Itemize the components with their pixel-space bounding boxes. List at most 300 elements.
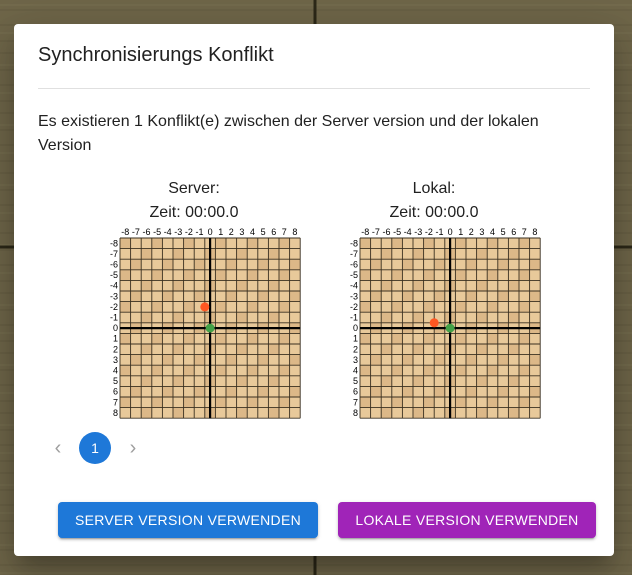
- board-tile: [120, 249, 131, 260]
- y-tick-label: 5: [352, 376, 358, 387]
- board-tile: [424, 259, 435, 270]
- x-tick-label: 2: [468, 227, 474, 237]
- board-tile: [141, 365, 152, 376]
- board-tile: [466, 355, 477, 366]
- board-tile: [258, 408, 269, 419]
- board-tile: [120, 280, 131, 291]
- board-tile: [226, 386, 237, 397]
- board-tile: [508, 238, 519, 249]
- board-tile: [141, 291, 152, 302]
- board-tile: [498, 312, 509, 323]
- board-tile: [381, 397, 392, 408]
- board-tile: [413, 386, 424, 397]
- board-tile: [466, 291, 477, 302]
- board-tile: [237, 238, 248, 249]
- board-tile: [487, 291, 498, 302]
- board-tile: [455, 408, 466, 419]
- board-tile: [162, 312, 173, 323]
- board-tile: [215, 270, 226, 281]
- board-tile: [455, 280, 466, 291]
- pagination-next[interactable]: [117, 432, 149, 464]
- server-position-board: [94, 224, 298, 418]
- board-tile: [466, 365, 477, 376]
- board-tile: [455, 365, 466, 376]
- board-tile: [215, 355, 226, 366]
- board-tile: [173, 376, 184, 387]
- board-tile: [258, 291, 269, 302]
- board-tile: [194, 365, 205, 376]
- board-tile: [519, 238, 530, 249]
- board-tile: [455, 270, 466, 281]
- board-tile: [413, 365, 424, 376]
- x-tick-label: 6: [271, 227, 277, 237]
- board-tile: [381, 291, 392, 302]
- board-tile: [131, 365, 142, 376]
- board-tile: [215, 397, 226, 408]
- board-tile: [477, 397, 488, 408]
- board-tile: [519, 249, 530, 260]
- board-tile: [290, 238, 301, 249]
- board-tile: [290, 365, 301, 376]
- board-tile: [226, 408, 237, 419]
- board-tile: [162, 397, 173, 408]
- board-tile: [498, 344, 509, 355]
- board-tile: [402, 397, 413, 408]
- board-tile: [226, 312, 237, 323]
- board-tile: [247, 344, 258, 355]
- board-tile: [131, 397, 142, 408]
- board-tile: [237, 291, 248, 302]
- board-tile: [279, 408, 290, 419]
- board-tile: [173, 344, 184, 355]
- board-tile: [141, 259, 152, 270]
- board-tile: [162, 355, 173, 366]
- x-tick-label: 2: [228, 227, 234, 237]
- board-tile: [487, 386, 498, 397]
- board-tile: [392, 312, 403, 323]
- board-tile: [247, 365, 258, 376]
- pagination-prev[interactable]: [42, 432, 74, 464]
- board-tile: [162, 270, 173, 281]
- board-tile: [184, 259, 195, 270]
- board-tile: [477, 386, 488, 397]
- board-tile: [237, 397, 248, 408]
- y-tick-label: 8: [112, 407, 118, 418]
- board-tile: [466, 408, 477, 419]
- board-tile: [508, 280, 519, 291]
- board-tile: [371, 259, 382, 270]
- board-tile: [487, 238, 498, 249]
- board-tile: [162, 291, 173, 302]
- y-tick-label: 4: [352, 365, 358, 376]
- board-tile: [508, 376, 519, 387]
- board-tile: [268, 408, 279, 419]
- board-tile: [487, 397, 498, 408]
- x-tick-label: 1: [218, 227, 224, 237]
- x-tick-label: 0: [207, 227, 213, 237]
- board-tile: [247, 386, 258, 397]
- board-tile: [434, 376, 445, 387]
- board-tile: [226, 365, 237, 376]
- y-tick-label: -1: [109, 312, 118, 323]
- board-tile: [530, 238, 541, 249]
- board-tile: [247, 408, 258, 419]
- origin-marker: [446, 324, 455, 333]
- board-tile: [360, 376, 371, 387]
- board-tile: [455, 312, 466, 323]
- x-tick-label: -4: [403, 227, 412, 237]
- board-tile: [279, 386, 290, 397]
- board-tile: [424, 386, 435, 397]
- conflict-message: Es existieren 1 Konflikt(e) zwischen der Server version und der lokalen Version: [38, 113, 539, 154]
- board-tile: [487, 376, 498, 387]
- board-tile: [152, 386, 163, 397]
- board-tile: [498, 365, 509, 376]
- board-tile: [131, 270, 142, 281]
- board-tile: [530, 333, 541, 344]
- board-tile: [152, 355, 163, 366]
- board-tile: [466, 302, 477, 313]
- board-tile: [477, 344, 488, 355]
- board-tile: [434, 249, 445, 260]
- use-local-version-button[interactable]: LOKALE VERSION VERWENDEN: [338, 502, 596, 538]
- board-tile: [141, 344, 152, 355]
- board-tile: [141, 355, 152, 366]
- board-tile: [392, 408, 403, 419]
- board-tile: [424, 333, 435, 344]
- board-tile: [247, 249, 258, 260]
- board-tile: [184, 386, 195, 397]
- origin-marker: [206, 324, 215, 333]
- board-tile: [290, 408, 301, 419]
- board-tile: [131, 355, 142, 366]
- board-tile: [392, 238, 403, 249]
- board-tile: [120, 365, 131, 376]
- board-tile: [258, 249, 269, 260]
- board-tile: [381, 270, 392, 281]
- board-tile: [141, 333, 152, 344]
- conflict-dialog: [14, 24, 614, 556]
- board-tile: [226, 238, 237, 249]
- board-tile: [162, 259, 173, 270]
- board-tile: [194, 280, 205, 291]
- board-tile: [237, 365, 248, 376]
- board-tile: [237, 280, 248, 291]
- y-tick-label: -6: [109, 259, 118, 270]
- board-tile: [413, 312, 424, 323]
- board-tile: [424, 365, 435, 376]
- board-tile: [162, 280, 173, 291]
- board-tile: [131, 386, 142, 397]
- board-tile: [279, 291, 290, 302]
- board-tile: [290, 344, 301, 355]
- board-tile: [141, 397, 152, 408]
- board-tile: [279, 397, 290, 408]
- board-tile: [508, 291, 519, 302]
- board-tile: [381, 333, 392, 344]
- board-tile: [247, 280, 258, 291]
- board-tile: [477, 333, 488, 344]
- board-tile: [477, 291, 488, 302]
- y-tick-label: 0: [352, 323, 358, 334]
- board-tile: [498, 376, 509, 387]
- board-tile: [530, 302, 541, 313]
- board-tile: [498, 302, 509, 313]
- chevron-right-icon: ›: [129, 436, 137, 459]
- board-tile: [381, 302, 392, 313]
- board-tile: [477, 238, 488, 249]
- x-tick-label: -5: [153, 227, 162, 237]
- board-tile: [466, 238, 477, 249]
- board-tile: [173, 238, 184, 249]
- board-tile: [477, 302, 488, 313]
- board-tile: [360, 270, 371, 281]
- board-tile: [413, 238, 424, 249]
- board-tile: [371, 238, 382, 249]
- board-tile: [434, 302, 445, 313]
- board-tile: [392, 376, 403, 387]
- board-tile: [215, 333, 226, 344]
- board-tile: [413, 249, 424, 260]
- x-tick-label: 0: [447, 227, 453, 237]
- board-tile: [247, 238, 258, 249]
- board-tile: [279, 259, 290, 270]
- board-tile: [184, 376, 195, 387]
- board-tile: [508, 355, 519, 366]
- board-tile: [381, 238, 392, 249]
- board-tile: [530, 312, 541, 323]
- board-tile: [184, 365, 195, 376]
- board-tile: [455, 302, 466, 313]
- board-tile: [413, 280, 424, 291]
- x-tick-label: 5: [260, 227, 266, 237]
- board-tile: [402, 312, 413, 323]
- board-tile: [194, 238, 205, 249]
- board-tile: [152, 376, 163, 387]
- x-tick-label: -7: [131, 227, 140, 237]
- board-tile: [424, 302, 435, 313]
- board-tile: [237, 386, 248, 397]
- board-tile: [141, 238, 152, 249]
- board-tile: [194, 408, 205, 419]
- board-tile: [371, 302, 382, 313]
- board-tile: [184, 344, 195, 355]
- board-tile: [131, 238, 142, 249]
- board-tile: [290, 291, 301, 302]
- board-tile: [279, 376, 290, 387]
- board-tile: [279, 312, 290, 323]
- board-tile: [131, 333, 142, 344]
- board-tile: [268, 312, 279, 323]
- board-tile: [487, 344, 498, 355]
- board-tile: [237, 408, 248, 419]
- board-tile: [120, 408, 131, 419]
- board-tile: [508, 249, 519, 260]
- board-tile: [152, 333, 163, 344]
- board-tile: [141, 302, 152, 313]
- chevron-left-icon: ‹: [54, 436, 62, 459]
- board-tile: [290, 249, 301, 260]
- board-tile: [247, 376, 258, 387]
- board-tile: [530, 376, 541, 387]
- board-tile: [466, 333, 477, 344]
- y-tick-label: 2: [352, 344, 358, 355]
- board-tile: [434, 365, 445, 376]
- board-tile: [413, 397, 424, 408]
- board-tile: [519, 397, 530, 408]
- board-tile: [530, 280, 541, 291]
- board-tile: [477, 280, 488, 291]
- board-tile: [434, 259, 445, 270]
- board-tile: [290, 386, 301, 397]
- board-tile: [392, 302, 403, 313]
- board-tile: [247, 355, 258, 366]
- board-tile: [487, 408, 498, 419]
- opponent-marker: [200, 302, 209, 311]
- y-tick-label: -2: [349, 301, 358, 312]
- board-tile: [371, 344, 382, 355]
- y-tick-label: -7: [349, 248, 358, 259]
- board-tile: [498, 270, 509, 281]
- board-tile: [279, 365, 290, 376]
- board-tile: [184, 312, 195, 323]
- board-tile: [290, 302, 301, 313]
- pagination-page-1[interactable]: 1: [79, 432, 111, 464]
- board-tile: [371, 386, 382, 397]
- board-tile: [434, 270, 445, 281]
- board-tile: [247, 333, 258, 344]
- board-tile: [519, 365, 530, 376]
- board-tile: [402, 344, 413, 355]
- board-tile: [131, 280, 142, 291]
- board-tile: [424, 238, 435, 249]
- board-tile: [258, 238, 269, 249]
- board-tile: [487, 280, 498, 291]
- board-tile: [215, 249, 226, 260]
- board-tile: [258, 259, 269, 270]
- board-tile: [162, 238, 173, 249]
- board-tile: [402, 249, 413, 260]
- y-tick-label: 3: [352, 354, 358, 365]
- board-tile: [402, 238, 413, 249]
- board-tile: [237, 259, 248, 270]
- board-tile: [392, 397, 403, 408]
- board-tile: [184, 291, 195, 302]
- board-tile: [381, 365, 392, 376]
- board-tile: [141, 312, 152, 323]
- board-tile: [519, 355, 530, 366]
- board-tile: [360, 312, 371, 323]
- board-tile: [381, 355, 392, 366]
- y-tick-label: -5: [109, 270, 118, 281]
- board-tile: [402, 386, 413, 397]
- board-tile: [226, 291, 237, 302]
- y-tick-label: 1: [112, 333, 118, 344]
- board-tile: [141, 386, 152, 397]
- board-tile: [466, 259, 477, 270]
- board-tile: [120, 238, 131, 249]
- board-tile: [141, 280, 152, 291]
- board-tile: [120, 333, 131, 344]
- x-tick-label: -1: [195, 227, 204, 237]
- board-tile: [258, 386, 269, 397]
- board-tile: [371, 408, 382, 419]
- y-tick-label: 8: [352, 407, 358, 418]
- board-tile: [530, 259, 541, 270]
- x-tick-label: -5: [393, 227, 402, 237]
- x-tick-label: 6: [511, 227, 517, 237]
- board-tile: [237, 344, 248, 355]
- use-server-version-button[interactable]: SERVER VERSION VERWENDEN: [58, 502, 318, 538]
- board-tile: [173, 249, 184, 260]
- title-divider: [38, 88, 590, 89]
- board-tile: [508, 344, 519, 355]
- y-tick-label: -4: [109, 280, 118, 291]
- board-tile: [402, 259, 413, 270]
- x-tick-label: -2: [424, 227, 433, 237]
- board-tile: [424, 280, 435, 291]
- board-tile: [371, 397, 382, 408]
- board-tile: [413, 270, 424, 281]
- y-tick-label: 7: [112, 397, 118, 408]
- board-tile: [381, 386, 392, 397]
- board-tile: [290, 355, 301, 366]
- board-tile: [434, 280, 445, 291]
- board-tile: [215, 312, 226, 323]
- x-tick-label: 4: [489, 227, 496, 237]
- board-tile: [455, 344, 466, 355]
- board-tile: [268, 386, 279, 397]
- board-tile: [455, 333, 466, 344]
- board-tile: [508, 270, 519, 281]
- board-tile: [173, 355, 184, 366]
- board-tile: [487, 365, 498, 376]
- board-tile: [268, 259, 279, 270]
- board-tile: [120, 270, 131, 281]
- board-tile: [120, 355, 131, 366]
- board-tile: [392, 249, 403, 260]
- y-tick-label: -6: [349, 259, 358, 270]
- x-tick-label: -3: [174, 227, 183, 237]
- board-tile: [184, 302, 195, 313]
- board-tile: [279, 302, 290, 313]
- x-tick-label: -3: [414, 227, 423, 237]
- board-tile: [381, 376, 392, 387]
- board-tile: [508, 365, 519, 376]
- board-tile: [152, 249, 163, 260]
- board-tile: [215, 386, 226, 397]
- board-tile: [477, 312, 488, 323]
- board-tile: [466, 344, 477, 355]
- board-tile: [371, 270, 382, 281]
- board-tile: [162, 302, 173, 313]
- board-tile: [381, 259, 392, 270]
- board-tile: [173, 312, 184, 323]
- board-tile: [392, 270, 403, 281]
- server-time: Zeit: 00:00.0: [149, 204, 239, 221]
- board-tile: [487, 312, 498, 323]
- board-tile: [530, 344, 541, 355]
- board-tile: [508, 386, 519, 397]
- board-tile: [508, 259, 519, 270]
- board-tile: [508, 302, 519, 313]
- board-tile: [152, 312, 163, 323]
- board-tile: [424, 249, 435, 260]
- board-tile: [268, 270, 279, 281]
- board-tile: [392, 280, 403, 291]
- board-tile: [402, 302, 413, 313]
- x-tick-label: 8: [292, 227, 298, 237]
